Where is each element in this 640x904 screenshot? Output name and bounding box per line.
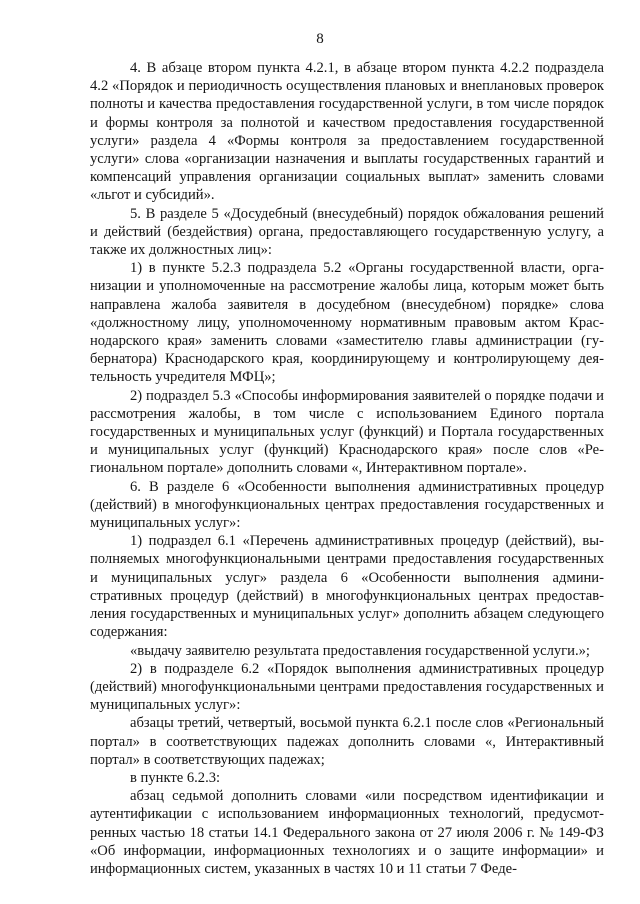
paragraph-point-6-2-1: абзацы третий, четвертый, восьмой пункта 6.2.1 после слов «Региональный портал» в соответствующих падежах дополнить словами «, Интерактивный портал» в соответствующих падежах; [90,715,604,768]
paragraph-subitem-5-1: 1) в пункте 5.2.3 подраздела 5.2 «Органы государственной власти, организации и уполномоченные на рассмотрение жалобы лица, которым может быть направлена жалоба заявителя в досудебном (внесудебном) порядке» слова «должностному лицу, уполномоченному нормативным правовым актом Краснодарского края» заменить словами «заместителю главы администрации (губернатора) Краснодарского края, координирующему и контролирующему деятельность учредителя МФЦ»; [90,260,604,386]
paragraph-point-6-2-3-body: абзац седьмой дополнить словами «или посредством идентификации и аутентификации с использованием информационных технологий, предусмотренных частью 18 статьи 14.1 Федерального закона от 27 июля 2006 г. № 149-ФЗ «Об информации, информационных технологиях и о защите информации» и информационных систем, указанных в частях 10 и 11 статьи 7 Феде- [90,788,604,877]
paragraph-item-5: 5. В разделе 5 «Досудебный (внесудебный) порядок обжалования решений и действий (бездействия) органа, предоставляющего государственную услугу, а также их должностных лиц»: [90,205,604,259]
paragraph-subitem-5-2: 2) подраздел 5.3 «Способы информирования заявителей о порядке подачи и рассмотрения жалобы, в том числе с использованием Единого портала государственных и муниципальных услуг (функций) и Портала государственных и муниципальных услуг (функций) Краснодарского края» после слов «Региональном портале» дополнить словами «, Интерактивном портале». [90,387,604,477]
paragraph-quote-addition: «выдачу заявителю результата предоставления государственной услуги.»; [130,642,590,659]
paragraph-point-6-2-3-heading: в пункте 6.2.3: [130,769,221,786]
paragraph-subitem-6-1: 1) подраздел 6.1 «Перечень административных процедур (действий), выполняемых многофункциональными центрами предоставления государственных и муниципальных услуг» раздела 6 «Особенности выполнения административных процедур (действий) в многофункциональных центрах предоставления государственных и муниципальных услуг» дополнить абзацем следующего содержания: [90,533,604,641]
paragraph-item-4: 4. В абзаце втором пункта 4.2.1, в абзаце втором пункта 4.2.2 подраздела 4.2 «Порядок и периодичность осуществления плановых и внеплановых проверок полноты и качества предоставления государственной услуги, в том числе порядок и формы контроля за полнотой и качеством предоставления государственной услуги» раздела 4 «Формы контроля за предоставлением государственной услуги» слова «организации назначения и выплаты государственных гарантий и компенсаций управления организации социальных выплат» заменить словами «льгот и субсидий». [90,60,604,204]
page-number: 8 [316,31,324,47]
document-body [90,59,604,878]
paragraph-item-6: 6. В разделе 6 «Особенности выполнения административных процедур (действий) в многофункциональных центрах предоставления государственных и муниципальных услуг»: [90,478,604,532]
paragraph-subitem-6-2: 2) в подразделе 6.2 «Порядок выполнения административных процедур (действий) многофункциональными центрами предоставления государственных и муниципальных услуг»: [90,660,604,714]
